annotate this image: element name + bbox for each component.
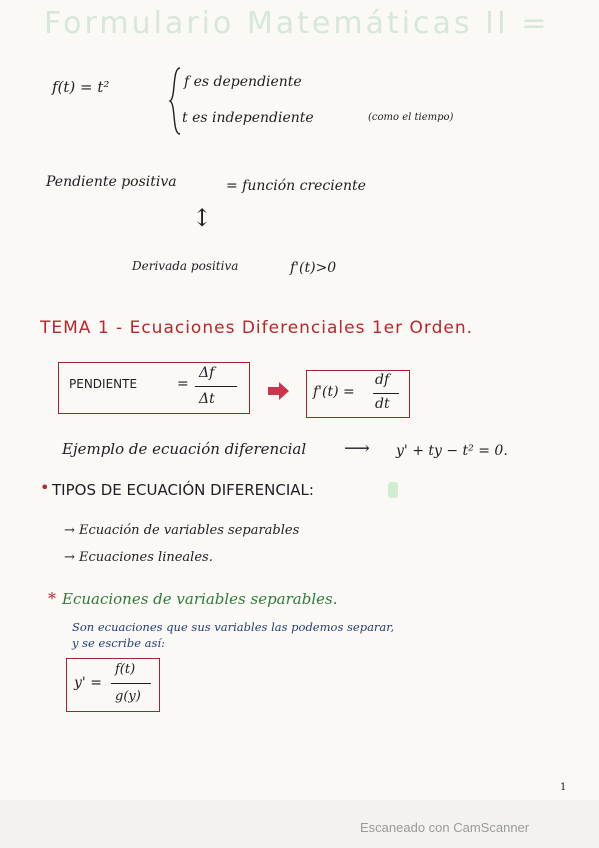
type-item-linear: → Ecuaciones lineales.	[64, 550, 213, 565]
derivative-formula-box	[306, 370, 410, 418]
time-note: (como el tiempo)	[368, 112, 454, 123]
double-arrow-icon: ↕	[192, 204, 213, 232]
positive-slope: Pendiente positiva	[46, 174, 177, 190]
dependent-line: f es dependiente	[184, 74, 302, 90]
left-brace-icon	[168, 66, 182, 136]
separable-numerator: f(t)	[115, 662, 136, 677]
delta-t: Δt	[199, 391, 215, 407]
positive-derivative: Derivada positiva	[132, 259, 239, 273]
dt: dt	[375, 396, 390, 412]
derivative-condition: f'(t)>0	[290, 260, 337, 276]
separable-lhs: y' =	[74, 675, 102, 691]
separable-formula-box	[66, 658, 160, 712]
delta-f: Δf	[199, 365, 215, 381]
separable-line-2: y se escribe así:	[72, 636, 165, 650]
example-text: Ejemplo de ecuación diferencial	[62, 440, 307, 458]
slope-formula-box	[58, 362, 250, 414]
page-number: 1	[560, 782, 567, 793]
fraction-bar	[195, 386, 237, 387]
section-heading: TEMA 1 - Ecuaciones Diferenciales 1er Orden.	[40, 318, 474, 338]
separable-heading: Ecuaciones de variables separables.	[62, 590, 338, 608]
independent-line: t es independiente	[182, 110, 314, 126]
highlight-mark	[388, 482, 398, 498]
slope-label: PENDIENTE	[69, 377, 138, 391]
page-title: Formulario Matemáticas II =	[44, 6, 550, 41]
separable-line-1: Son ecuaciones que sus variables las podemos separar,	[72, 620, 395, 634]
separable-denominator: g(y)	[115, 689, 141, 704]
increasing-function: = función creciente	[226, 178, 366, 194]
df: df	[375, 372, 390, 388]
right-arrow-icon: ⟶	[344, 438, 370, 459]
type-item-separable: → Ecuación de variables separables	[64, 523, 300, 538]
fraction-bar	[373, 393, 399, 394]
fraction-bar	[111, 683, 151, 684]
function-definition: f(t) = t²	[52, 78, 110, 96]
bullet-icon: •	[40, 478, 50, 497]
red-arrow-icon	[268, 382, 290, 400]
types-heading: TIPOS DE ECUACIÓN DIFERENCIAL:	[52, 481, 314, 499]
derivative-lhs: f'(t) =	[313, 384, 355, 400]
scanner-watermark: Escaneado con CamScanner	[360, 820, 530, 835]
equals-sign: =	[177, 376, 189, 392]
example-equation: y' + ty − t² = 0.	[396, 443, 508, 459]
star-icon: *	[48, 589, 56, 608]
